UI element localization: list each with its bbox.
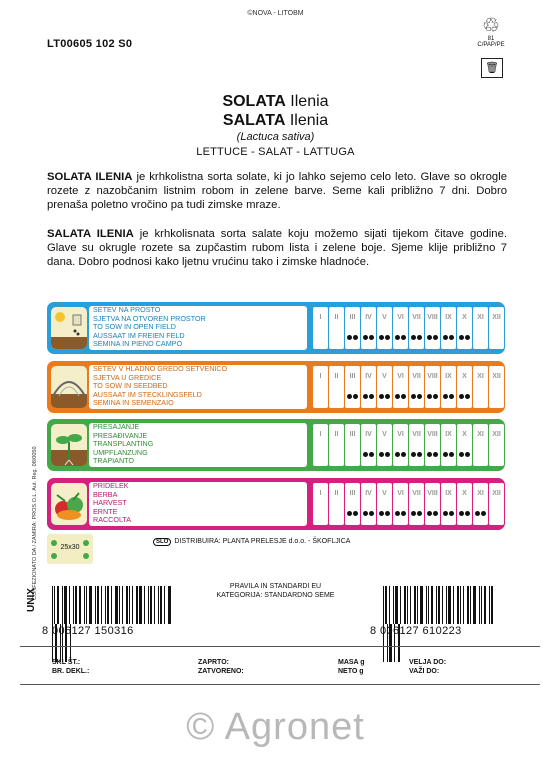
barcode-bar [119,586,120,624]
month-dot [433,335,438,340]
title-slovene: SOLATA Ilenia [222,93,329,110]
month-label: VIII [427,314,438,321]
month-dot [395,452,400,457]
barcode-bar [460,586,461,624]
month-dot [353,511,358,516]
month-dot [449,511,454,516]
month-dot [433,452,438,457]
divider [20,646,540,647]
month-grid [313,307,503,349]
barcode-bar [457,586,459,624]
month-label: VI [397,314,404,321]
month-dot [443,452,448,457]
month-dot [347,394,352,399]
barcode-bar [62,586,63,624]
month-label: II [334,431,339,438]
month-dot [427,452,432,457]
barcode-bar [448,586,451,624]
month-label: VII [412,490,421,497]
footer-zaprto: ZAPRTO: [198,659,229,666]
month-label: III [349,373,356,380]
barcode-bar [64,586,67,624]
barcode-bar [132,586,133,624]
calendar-row-sowing-open [47,302,505,354]
recycle-label: C/PAP/PE [477,42,505,48]
barcode-bar [470,586,471,624]
month-dot [395,394,400,399]
barcode-bar [489,586,490,624]
barcode-bar [57,586,59,624]
month-dot [465,452,470,457]
month-dot [347,511,352,516]
month-dot [417,452,422,457]
barcode-bar [79,586,81,624]
distributor [153,538,350,546]
calendar-row-transplanting [47,419,505,471]
month-dot [417,394,422,399]
footer-masa: MASA g [338,659,365,666]
month-label: XI [477,314,484,321]
barcode-bar [144,586,145,624]
watermark: © Agronet [186,706,365,748]
recycle-icon: ♲ [482,15,500,37]
barcode-bar [148,586,149,624]
latin-name: (Lactuca sativa) [236,131,315,143]
month-label: X [462,373,467,380]
month-dot [427,335,432,340]
month-dot [353,335,358,340]
month-dot [411,511,416,516]
barcode-number-right: 8 006127 610223 [370,625,462,637]
footer-vazi: VAŽI DO: [409,668,440,675]
barcode-bar [414,586,416,624]
month-label: VII [412,373,421,380]
month-label: XI [477,431,484,438]
month-dot [369,335,374,340]
barcode-bar [86,586,87,624]
month-label: XII [492,373,501,380]
month-grid [313,424,503,466]
month-dot [385,335,390,340]
barcode-bar [107,586,109,624]
month-dot [449,335,454,340]
month-dot [427,394,432,399]
month-label: VI [397,373,404,380]
barcode-bar [95,586,96,624]
month-dot [449,452,454,457]
calendar-row-harvest [47,478,505,530]
month-dot [459,511,464,516]
month-label: X [462,431,467,438]
barcode-bar [84,586,85,624]
footer-velja: VELJA DO: [409,659,447,666]
month-label: V [382,490,387,497]
month-label: VI [397,431,404,438]
month-dot [363,394,368,399]
copyright-text: ©NOVA - LITOBM [247,10,304,17]
barcode-bar [54,586,55,624]
month-grid [313,483,503,525]
month-dot [379,394,384,399]
barcode-bar [453,586,454,624]
month-dot [433,511,438,516]
month-label: IX [445,490,452,497]
barcode-bar [73,586,74,624]
month-label: VIII [427,373,438,380]
month-label: VII [412,314,421,321]
month-label: III [349,490,356,497]
month-label: III [349,431,356,438]
month-label: XII [492,431,501,438]
month-dot [465,511,470,516]
title-croatian: SALATA Ilenia [222,112,329,129]
barcode-bar [395,586,398,624]
month-dot [401,394,406,399]
month-dot [379,452,384,457]
barcode-bar [89,586,92,624]
month-dot [417,511,422,516]
month-grid [313,366,503,408]
seedbed-icon [51,366,87,408]
barcode-bar [122,586,123,624]
month-dot [411,335,416,340]
month-label: VI [397,490,404,497]
recycle-number: 81 [487,36,495,42]
month-label: IX [445,314,452,321]
month-label: X [462,490,467,497]
barcode-bar [154,586,155,624]
month-dot [363,452,368,457]
barcode-bar [52,586,53,624]
divider [20,684,540,685]
barcode-bar [426,586,427,624]
month-label: IV [365,373,372,380]
month-label: XI [477,373,484,380]
month-dot [379,511,384,516]
month-dot [385,452,390,457]
barcode-bar [111,586,112,624]
footer-zatvoreno: ZATVORENO: [198,668,244,675]
barcode-bar [491,586,493,624]
plant-spacing [47,534,93,564]
vegetables-icon [51,483,87,525]
barcode-bar [136,586,138,624]
barcode-bar [115,586,118,624]
barcode-bar [410,586,411,624]
barcode-bar [417,586,418,624]
month-label: XII [492,490,501,497]
month-dot [395,511,400,516]
row-labels: SETEV V HLADNO GREDO SETVENICO SJETVA U GREDICE TO SOW IN SEEDBED AUSSAAT IM STECKLINGSFELD SEMINA IN SEMENZAIO [89,365,307,409]
month-dot [401,452,406,457]
barcode-bar [407,586,408,624]
barcode-bar [428,586,429,624]
footer-br: BR. DEKL.: [52,668,90,675]
month-label: V [382,373,387,380]
barcode-bar [473,586,476,624]
month-dot [395,335,400,340]
month-dot [411,394,416,399]
description-slovene: SOLATA ILENIA je krhkolistna sorta solate, ki jo lahko sejemo celo leto. Glave so okrogle rozete z nazobčanim listnim robom in zelene barve. Seme kali približno 7 dni. Dobro prenaša poletno vročino pa tudi zimske mraze. [47,171,508,211]
eu-rules: PRAVILA IN STANDARDI EU KATEGORIJA: STANDARDNO SEME [216,583,335,599]
month-dot [363,511,368,516]
month-dot [379,335,384,340]
month-dot [417,335,422,340]
month-label: V [382,431,387,438]
month-dot [401,511,406,516]
month-dot [385,394,390,399]
recycle-mark [476,16,506,48]
month-label: IX [445,431,452,438]
seedling-icon [51,424,87,466]
month-dot [443,335,448,340]
month-dot [427,511,432,516]
month-label: IV [365,490,372,497]
spacing-label: 25x30 [60,544,80,551]
month-label: II [334,314,339,321]
barcode-bar [393,586,394,624]
month-dot [401,335,406,340]
barcode-bar [484,586,486,624]
month-label: II [334,373,339,380]
barcode-bar [160,586,162,624]
barcode-bar [479,586,480,624]
barcode-bar [168,586,171,624]
month-label: X [462,314,467,321]
barcode-number-left: 8 006127 150316 [42,625,134,637]
barcode-bar [463,586,464,624]
month-dot [443,511,448,516]
title-block [0,92,551,158]
row-labels: PRIDELEK BERBA HARVEST ERNTE RACCOLTA [89,482,307,526]
barcode-bar [105,586,106,624]
footer-neto: NETO g [338,668,364,675]
unix-label: UNIX [26,588,37,612]
month-label: IX [445,373,452,380]
barcode-bar [436,586,437,624]
month-label: III [349,314,356,321]
month-dot [449,394,454,399]
barcode-bar [69,586,70,624]
product-code: LT00605 102 S0 [47,38,133,50]
sowing-open-field-icon [51,307,87,349]
barcode-bar [139,586,142,624]
month-label: I [319,314,322,321]
month-label: II [334,490,339,497]
barcode-bar [97,586,99,624]
month-label: I [319,490,322,497]
month-dot [459,452,464,457]
country-badge: SLO [153,538,171,546]
month-dot [369,511,374,516]
month-label: VIII [427,431,438,438]
month-label: VII [412,431,421,438]
month-dot [369,394,374,399]
barcode-bar [75,586,77,624]
month-dot [385,511,390,516]
row-labels: PRESAJANJE PRESAĐIVANJE TRANSPLANTING UMPFLANZUNG TRAPIANTO [89,423,307,467]
month-dot [433,394,438,399]
month-dot [481,511,486,516]
row-labels: SETEV NA PROSTO SJETVA NA OTVOREN PROSTOR TO SOW IN OPEN FIELD AUSSAAT IM FREIEN FELD SEMINA IN PIENO CAMPO [89,306,307,350]
barcode-bar [101,586,102,624]
calendar-row-sowing-seedbed [47,361,505,413]
barcode-bar [431,586,433,624]
barcode-bar [400,586,401,624]
barcode-bar [467,586,469,624]
month-label: IV [365,314,372,321]
month-dot [443,394,448,399]
barcode-bar [404,586,406,624]
month-label: XI [477,490,484,497]
month-dot [363,335,368,340]
barcode-bar [442,586,443,624]
month-dot [465,335,470,340]
month-dot [369,452,374,457]
barcode-bar [164,586,165,624]
barcode-bar [389,586,390,624]
month-label: V [382,314,387,321]
barcode-bar [438,586,440,624]
barcode-left [52,586,172,624]
distributor-text: DISTRIBUIRA: PLANTA PRELESJE d.o.o. - ŠKOFLJICA [174,538,351,545]
month-dot [475,511,480,516]
barcode-bar [420,586,423,624]
barcode-bar [383,586,384,624]
month-dot [347,335,352,340]
barcode-bar [446,586,447,624]
common-names: LETTUCE - SALAT - LATTUGA [196,146,355,158]
month-label: I [319,431,322,438]
packer-info: CONFEZIONATO DA / ZAMIRA: PROS.O.L. Aut. Reg. 08/0050 [32,446,38,600]
month-dot [465,394,470,399]
description-croatian: SALATA ILENIA je krhkolisnata sorta salate koju možemo sijati tijekom čitave godine. Glave su okrugle rozete sa zupčastim rubom lista i zelene boje. Sjeme klije približno 7 dana. Dobro podnosi kako ljetnu vrućinu tako i zimske hladnoće. [47,228,508,268]
barcode-bar [385,586,387,624]
barcode-bar [158,586,159,624]
month-label: VIII [427,490,438,497]
barcode-bar [481,586,482,624]
month-label: IV [365,431,372,438]
barcode-bar [126,586,128,624]
trash-bin-icon: 🗑 [481,58,503,78]
footer-skl: SKL ŠT.: [52,659,81,666]
month-dot [353,394,358,399]
month-label: XII [492,314,501,321]
month-label: I [319,373,322,380]
barcode-bar [150,586,152,624]
month-dot [459,394,464,399]
month-dot [459,335,464,340]
barcode-right [383,586,498,624]
barcode-bar [129,586,130,624]
month-dot [411,452,416,457]
